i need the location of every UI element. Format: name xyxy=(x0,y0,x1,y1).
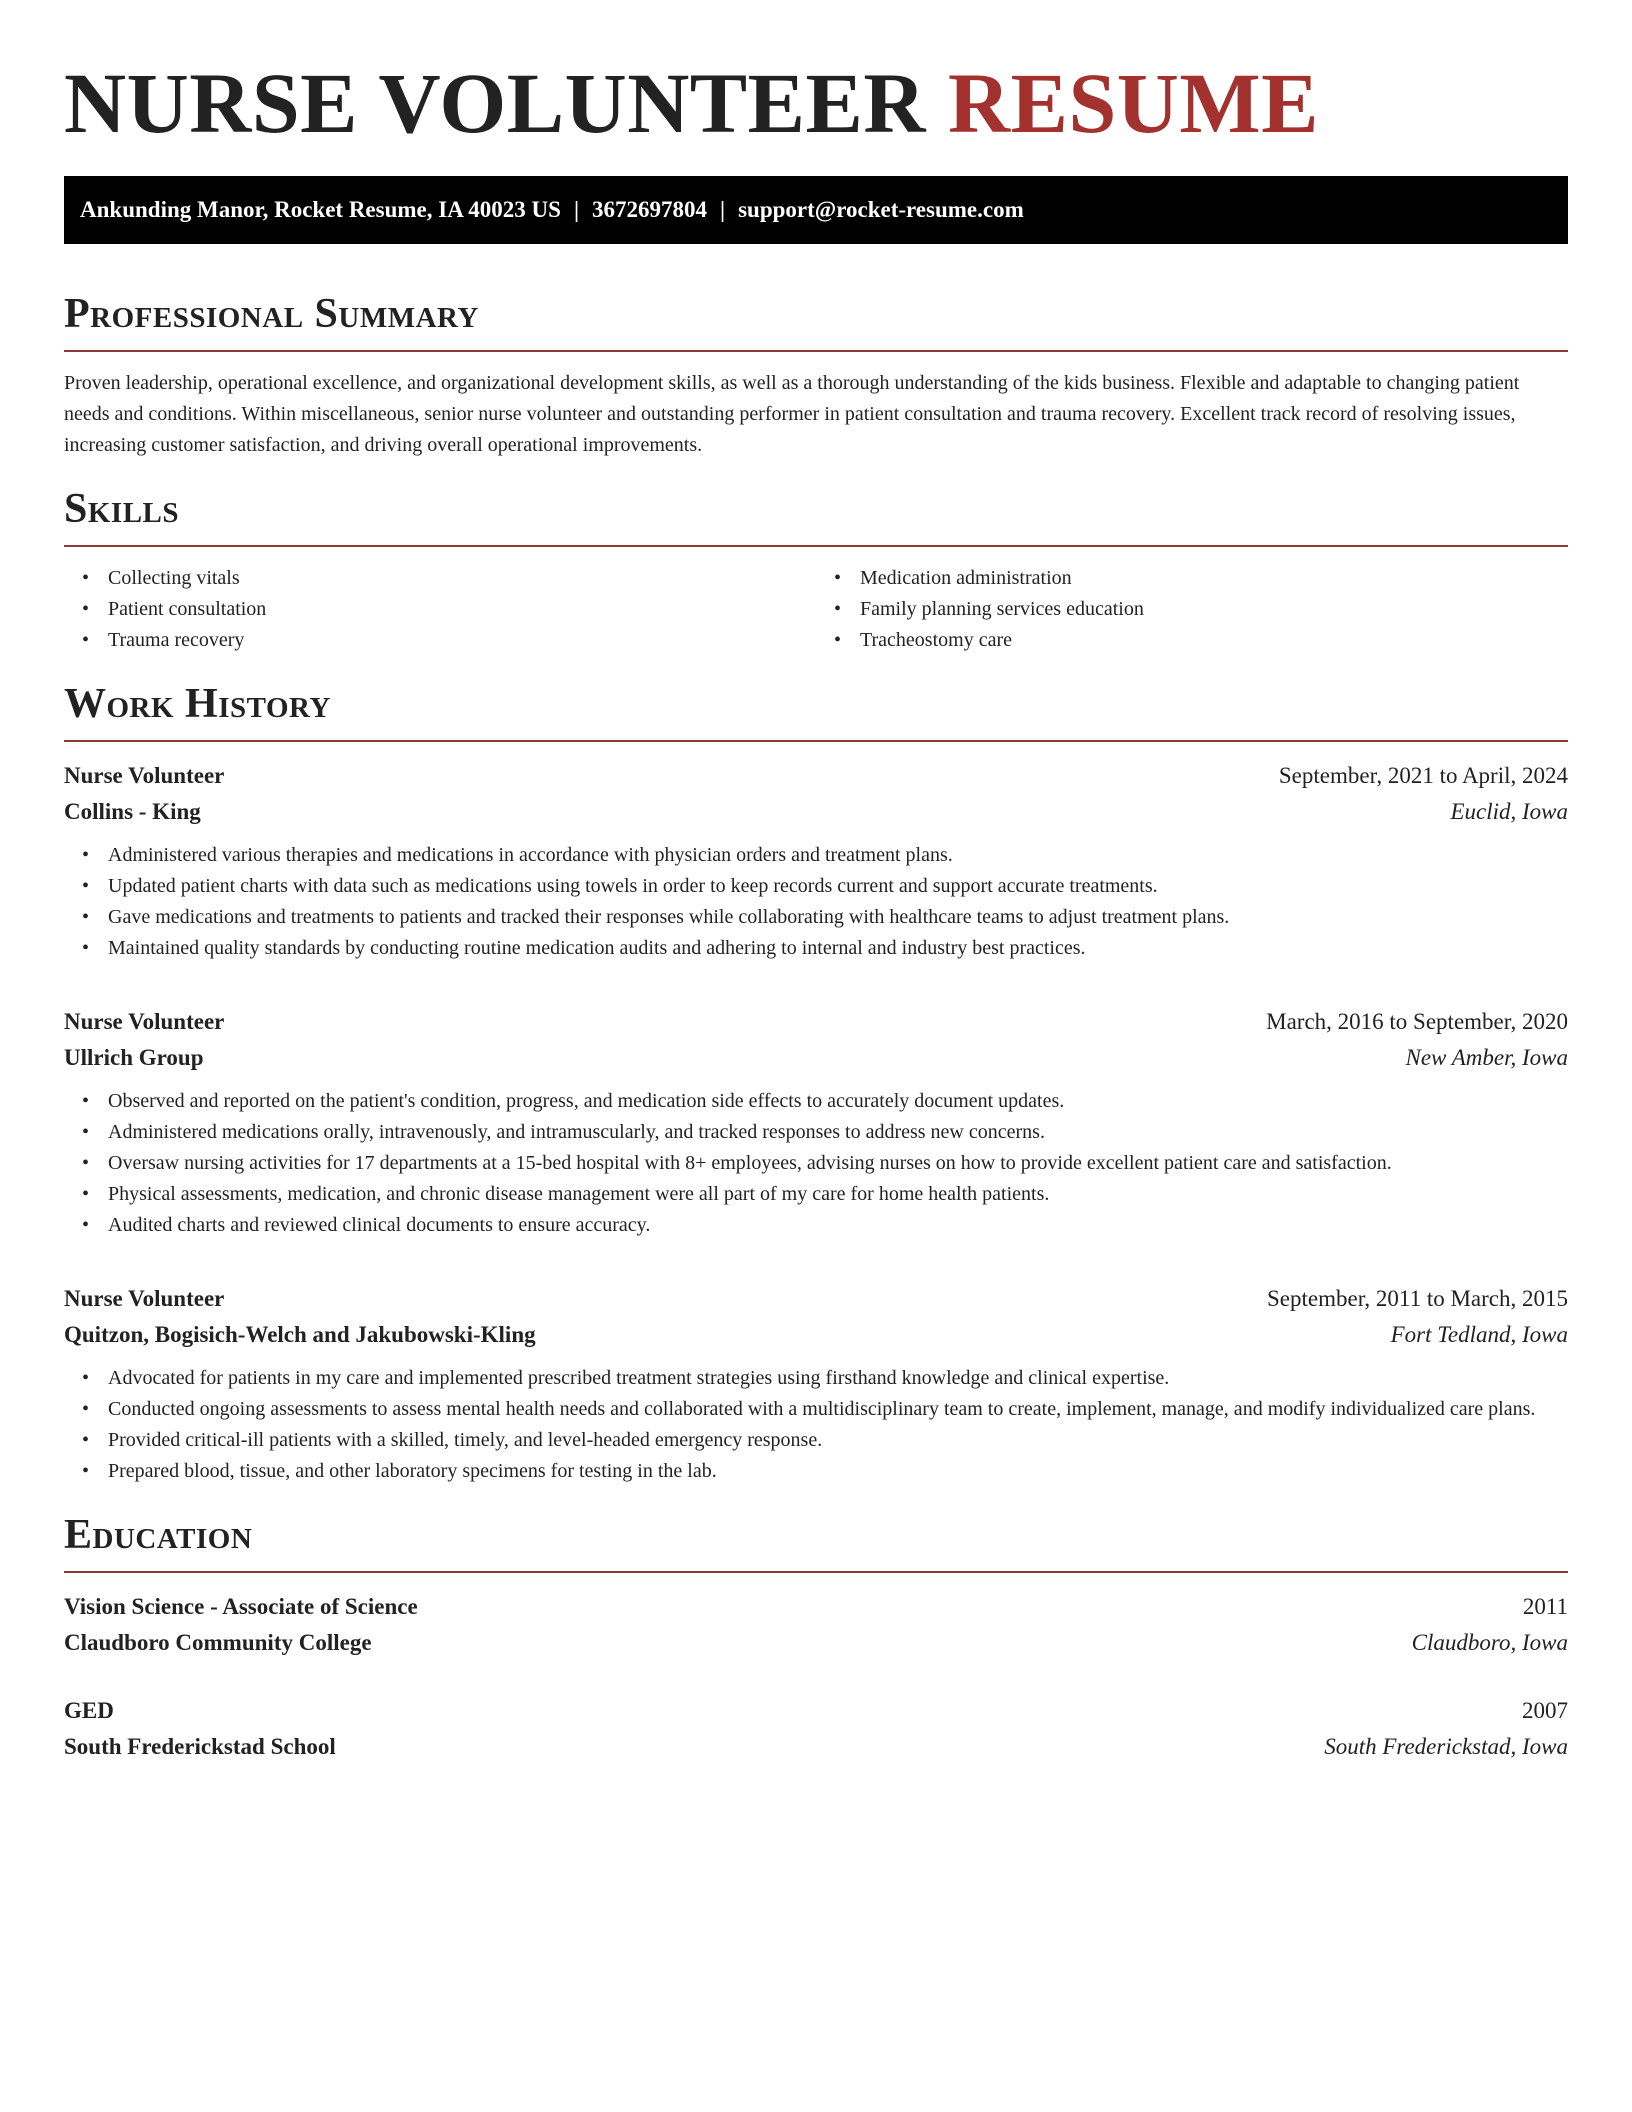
contact-address: Ankunding Manor, Rocket Resume, IA 40023 US xyxy=(80,197,561,222)
job-bullet: • Provided critical-ill patients with a skilled, timely, and level-headed emergency response. xyxy=(108,1425,1568,1456)
education-entry xyxy=(64,1693,1568,1765)
skills-right-column xyxy=(816,563,1568,656)
education-school-row xyxy=(64,1729,1568,1765)
job-company: Ullrich Group xyxy=(64,1045,204,1070)
skills-left-column xyxy=(64,563,816,656)
education-heading: Education xyxy=(64,1509,1568,1573)
summary-section xyxy=(64,288,1568,461)
job-bullet: • Administered various therapies and medications in accordance with physician orders and treatment plans. xyxy=(108,840,1568,871)
job-bullet: • Oversaw nursing activities for 17 departments at a 15-bed hospital with 8+ employees, advising nurses on how to provide excellent patient care and satisfaction. xyxy=(108,1148,1568,1179)
job-bullet: • Conducted ongoing assessments to assess mental health needs and collaborated with a multidisciplinary team to create, implement, manage, and modify individualized care plans. xyxy=(108,1394,1568,1425)
summary-text: Proven leadership, operational excellence, and organizational development skills, as well as a thorough understanding of the kids business. Flexible and adaptable to changing patient needs and conditions. Within miscellaneous, senior nurse volunteer and outstanding performer in patient consultation and trauma recovery. Excellent track record of resolving issues, increasing customer satisfaction, and driving overall operational improvements. xyxy=(64,372,1520,456)
job-dates: September, 2011 to March, 2015 xyxy=(1267,1286,1568,1311)
job-company-row xyxy=(64,794,1568,830)
job-bullet: • Gave medications and treatments to patients and tracked their responses while collaborating with healthcare teams to adjust treatment plans. xyxy=(108,902,1568,933)
job-dates: September, 2021 to April, 2024 xyxy=(1278,763,1568,788)
job-title: Nurse Volunteer xyxy=(64,763,225,788)
job-header-row xyxy=(64,1281,1568,1317)
job-bullet: • Advocated for patients in my care and implemented prescribed treatment strategies using firsthand knowledge and clinical expertise. xyxy=(108,1363,1568,1394)
job-entry xyxy=(64,758,1568,964)
job-company-row xyxy=(64,1040,1568,1076)
skills-grid xyxy=(64,563,1568,656)
job-location: Euclid, Iowa xyxy=(1450,799,1568,824)
education-school: Claudboro Community College xyxy=(64,1630,372,1655)
job-bullet: • Updated patient charts with data such as medications using towels in order to keep records current and support accurate treatments. xyxy=(108,871,1568,902)
work-section xyxy=(64,678,1568,1487)
skill-item: • Family planning services education xyxy=(860,594,1568,625)
education-year: 2007 xyxy=(1522,1698,1568,1723)
job-location: New Amber, Iowa xyxy=(1405,1045,1568,1070)
job-company: Collins - King xyxy=(64,799,201,824)
job-entry xyxy=(64,1004,1568,1241)
skill-item: • Tracheostomy care xyxy=(860,625,1568,656)
job-bullets xyxy=(64,1086,1568,1241)
job-location: Fort Tedland, Iowa xyxy=(1390,1322,1568,1347)
education-degree: Vision Science - Associate of Science xyxy=(64,1594,418,1619)
education-location: South Frederickstad, Iowa xyxy=(1324,1734,1568,1759)
job-company: Quitzon, Bogisich-Welch and Jakubowski-Kling xyxy=(64,1322,536,1347)
job-entry xyxy=(64,1281,1568,1487)
resume-page xyxy=(64,0,1568,1765)
skill-item: • Collecting vitals xyxy=(108,563,816,594)
contact-email[interactable]: support@rocket-resume.com xyxy=(738,197,1024,222)
job-bullet: • Observed and reported on the patient's condition, progress, and medication side effects to accurately document updates. xyxy=(108,1086,1568,1117)
job-title: Nurse Volunteer xyxy=(64,1009,225,1034)
contact-separator: | xyxy=(720,197,726,222)
job-company-row xyxy=(64,1317,1568,1353)
education-school: South Frederickstad School xyxy=(64,1734,336,1759)
skills-section xyxy=(64,483,1568,656)
job-bullets xyxy=(64,1363,1568,1487)
resume-title xyxy=(64,0,1568,151)
skill-item: • Medication administration xyxy=(860,563,1568,594)
job-bullet: • Audited charts and reviewed clinical documents to ensure accuracy. xyxy=(108,1210,1568,1241)
title-main: NURSE VOLUNTEER xyxy=(64,55,926,151)
education-entry xyxy=(64,1589,1568,1661)
job-header-row xyxy=(64,758,1568,794)
summary-heading: Professional Summary xyxy=(64,288,1568,352)
job-bullet: • Administered medications orally, intravenously, and intramuscularly, and tracked responses to address new concerns. xyxy=(108,1117,1568,1148)
job-dates: March, 2016 to September, 2020 xyxy=(1266,1009,1568,1034)
work-heading: Work History xyxy=(64,678,1568,742)
contact-separator: | xyxy=(573,197,580,222)
education-degree: GED xyxy=(64,1698,114,1723)
job-bullet: • Maintained quality standards by conducting routine medication audits and adhering to internal and industry best practices. xyxy=(108,933,1568,964)
job-title: Nurse Volunteer xyxy=(64,1286,225,1311)
education-degree-row xyxy=(64,1589,1568,1625)
education-degree-row xyxy=(64,1693,1568,1729)
education-school-row xyxy=(64,1625,1568,1661)
skills-heading: Skills xyxy=(64,483,1568,547)
skill-item: • Patient consultation xyxy=(108,594,816,625)
contact-phone[interactable]: 3672697804 xyxy=(592,197,708,222)
education-section xyxy=(64,1509,1568,1765)
education-location: Claudboro, Iowa xyxy=(1411,1630,1568,1655)
job-header-row xyxy=(64,1004,1568,1040)
skill-item: • Trauma recovery xyxy=(108,625,816,656)
job-bullet: • Physical assessments, medication, and chronic disease management were all part of my care for home health patients. xyxy=(108,1179,1568,1210)
job-bullets xyxy=(64,840,1568,964)
title-accent: RESUME xyxy=(948,55,1319,151)
education-year: 2011 xyxy=(1522,1594,1568,1619)
job-bullet: • Prepared blood, tissue, and other laboratory specimens for testing in the lab. xyxy=(108,1456,1568,1487)
contact-bar xyxy=(64,176,1568,244)
